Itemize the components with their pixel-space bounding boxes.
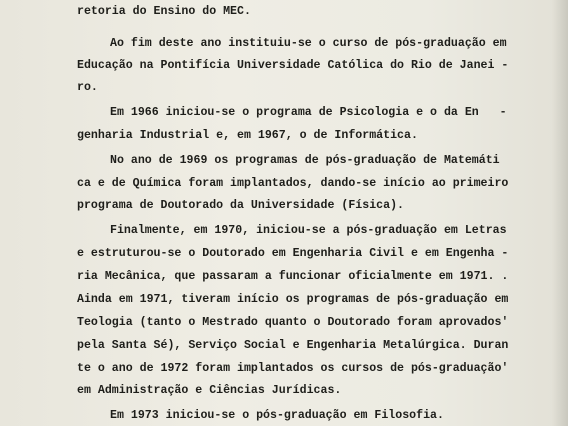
text-line: Teologia (tanto o Mestrado quanto o Doutorado foram aprovados'	[77, 316, 509, 329]
text-line: pela Santa Sé), Serviço Social e Engenharia Metalúrgica. Duran	[77, 339, 509, 352]
text-line: genharia Industrial e, em 1967, o de Informática.	[77, 129, 418, 142]
text-line: programa de Doutorado da Universidade (Física).	[77, 199, 404, 212]
text-line: te o ano de 1972 foram implantados os cursos de pós-graduação'	[77, 362, 509, 375]
text-line: ca e de Química foram implantados, dando-se início ao primeiro	[77, 177, 509, 190]
page-edge-shadow	[552, 0, 568, 426]
text-line: Em 1973 iniciou-se o pós-graduação em Filosofia.	[110, 409, 444, 422]
text-line: Finalmente, em 1970, iniciou-se a pós-graduação em Letras	[110, 224, 507, 237]
text-line: Educação na Pontifícia Universidade Católica do Rio de Janei -	[77, 59, 509, 72]
text-line: Ainda em 1971, tiveram início os programas de pós-graduação em	[77, 293, 509, 306]
text-line: retoria do Ensino do MEC.	[77, 5, 251, 18]
text-line: Em 1966 iniciou-se o programa de Psicologia e o da En -	[110, 106, 507, 119]
text-line: em Administração e Ciências Jurídicas.	[77, 384, 342, 397]
text-line: e estruturou-se o Doutorado em Engenharia Civil e em Engenha -	[77, 247, 509, 260]
text-line: Ao fim deste ano instituiu-se o curso de pós-graduação em	[110, 37, 507, 50]
text-line: No ano de 1969 os programas de pós-graduação de Matemáti	[110, 154, 500, 167]
text-line: ro.	[77, 81, 98, 94]
text-line: ria Mecânica, que passaram a funcionar oficialmente em 1971. .	[77, 270, 509, 283]
